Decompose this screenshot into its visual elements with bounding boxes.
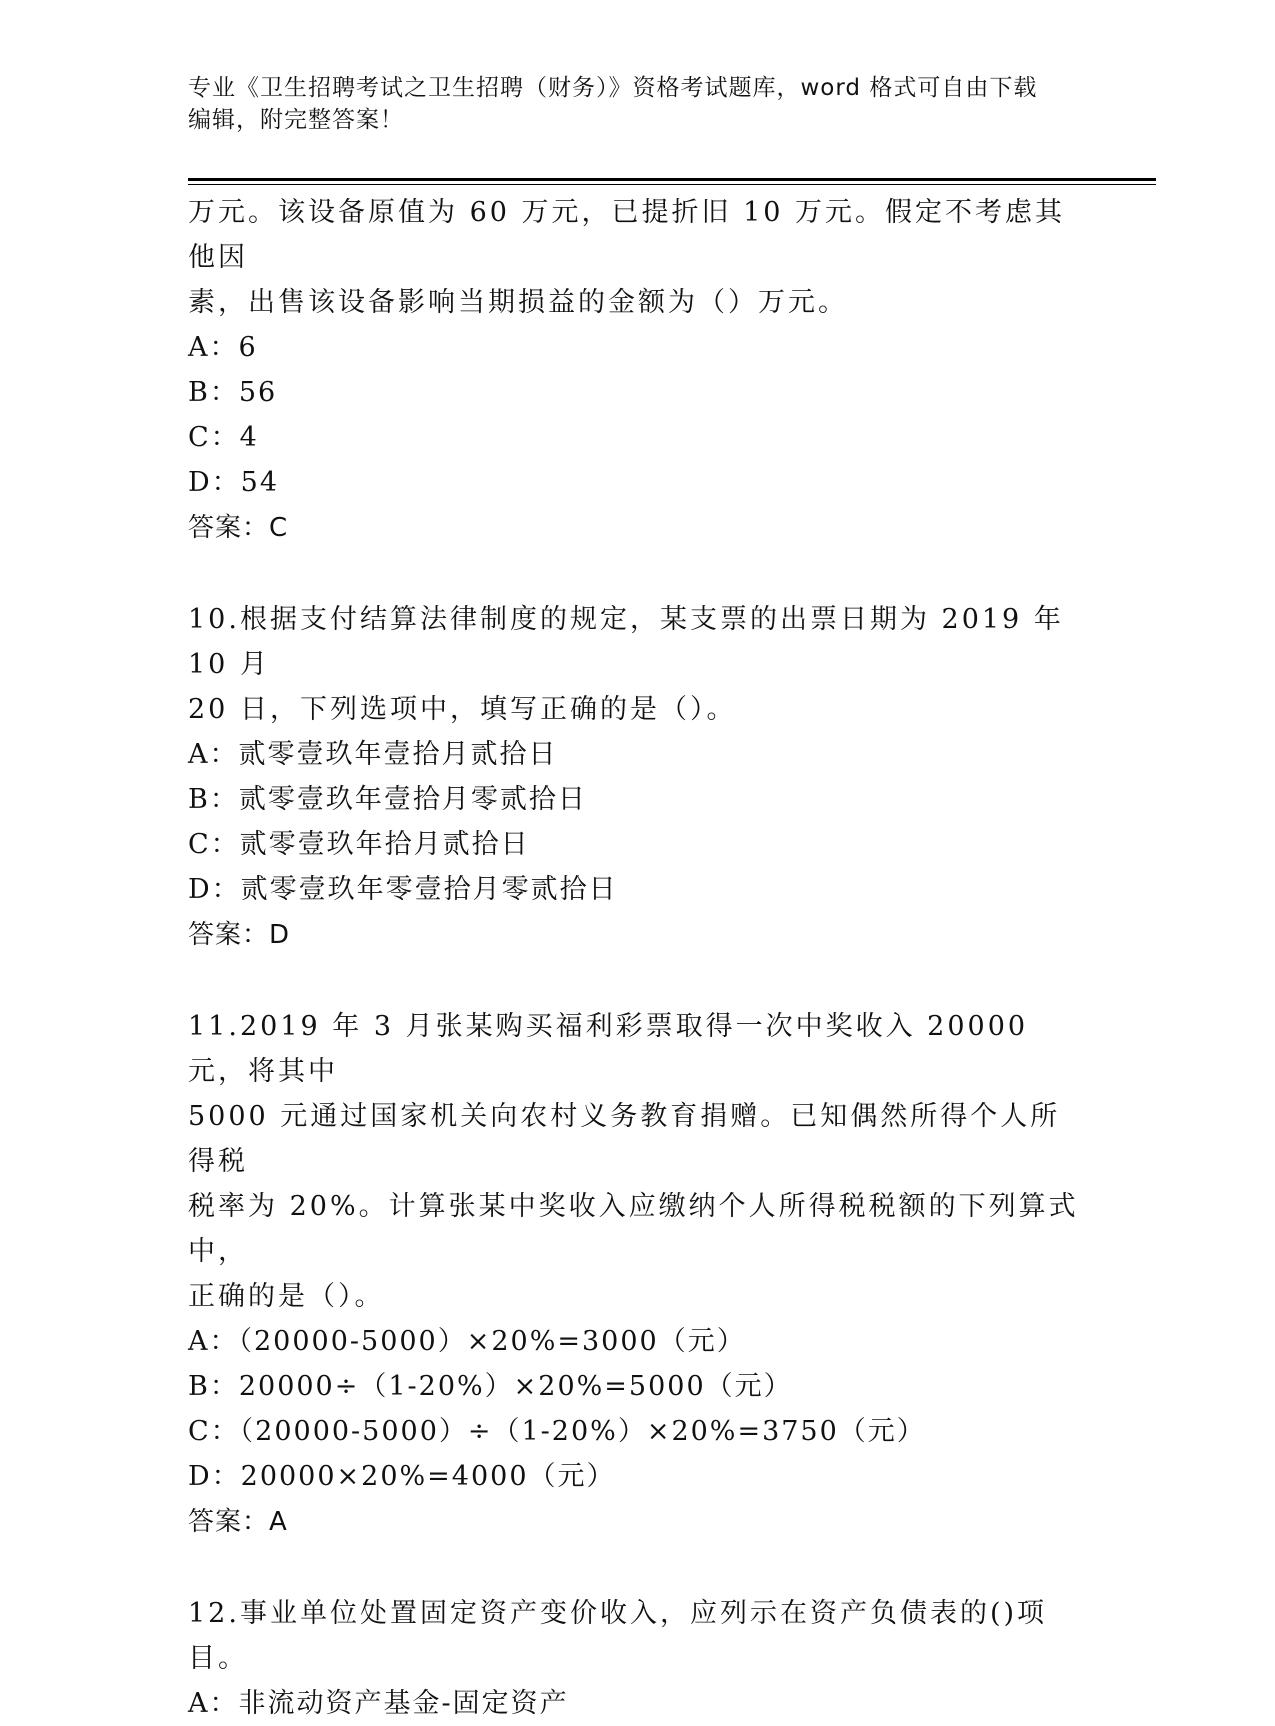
option-a: A：6: [188, 332, 258, 363]
answer-line: 答案：C: [188, 513, 289, 543]
answer-line: 答案：D: [188, 920, 291, 950]
question-text-line: 正确的是（）。: [188, 1281, 385, 1312]
option-b: B：贰零壹玖年壹拾月零贰拾日: [188, 784, 587, 815]
question-block: [188, 1004, 1088, 1545]
question-block: [188, 597, 1088, 958]
option-c: C：贰零壹玖年拾月贰拾日: [188, 829, 530, 860]
question-list: [188, 190, 1088, 1726]
option-a: A：（20000-5000）×20%=3000（元）: [188, 1326, 746, 1357]
spacer: [188, 1545, 1088, 1591]
document-header: [188, 72, 1088, 136]
question-text-line: 5000 元通过国家机关向农村义务教育捐赠。已知偶然所得个人所得税: [188, 1101, 1061, 1177]
spacer: [188, 958, 1088, 1004]
option-c: C：4: [188, 422, 259, 453]
header-line-2: 编辑，附完整答案！: [188, 107, 404, 133]
spacer: [188, 551, 1088, 597]
question-block: [188, 190, 1088, 551]
question-text-line: 20 日，下列选项中，填写正确的是（）。: [188, 694, 737, 725]
option-d: D：20000×20%=4000（元）: [188, 1461, 616, 1492]
option-a: A：贰零壹玖年壹拾月贰拾日: [188, 739, 558, 770]
question-text-line: 素，出售该设备影响当期损益的金额为（）万元。: [188, 287, 848, 318]
header-divider-thick: [188, 178, 1156, 181]
answer-line: 答案：A: [188, 1507, 288, 1537]
question-block: [188, 1591, 1088, 1726]
option-d: D：贰零壹玖年零壹拾月零贰拾日: [188, 874, 618, 905]
question-text-line: 万元。该设备原值为 60 万元，已提折旧 10 万元。假定不考虑其他因: [188, 197, 1066, 273]
question-text-line: 11.2019 年 3 月张某购买福利彩票取得一次中奖收入 20000 元，将其中: [188, 1011, 1029, 1087]
header-divider-thin: [188, 184, 1156, 185]
question-text-line: 税率为 20%。计算张某中奖收入应缴纳个人所得税税额的下列算式中，: [188, 1191, 1079, 1267]
option-b: B：20000÷（1-20%）×20%=5000（元）: [188, 1371, 793, 1402]
question-text-line: 12.事业单位处置固定资产变价收入，应列示在资产负债表的()项目。: [188, 1598, 1048, 1674]
option-b: B：56: [188, 377, 278, 408]
option-d: D：54: [188, 467, 280, 498]
option-c: C：（20000-5000）÷（1-20%）×20%=3750（元）: [188, 1416, 926, 1447]
question-text-line: 10.根据支付结算法律制度的规定，某支票的出票日期为 2019 年 10 月: [188, 604, 1064, 680]
header-line-1: 专业《卫生招聘考试之卫生招聘（财务）》资格考试题库，word 格式可自由下载: [188, 75, 1038, 101]
option-a: A：非流动资产基金-固定资产: [188, 1688, 569, 1719]
